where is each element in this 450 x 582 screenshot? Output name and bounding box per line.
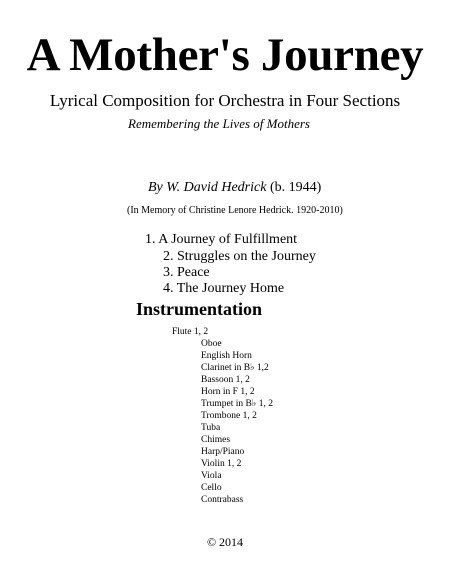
instrument-item: Trumpet in B♭ 1, 2 xyxy=(201,399,273,409)
instrument-item: Cello xyxy=(201,483,222,493)
instrument-item: Chimes xyxy=(201,435,231,445)
instrument-item: Horn in F 1, 2 xyxy=(201,387,255,397)
instrument-item: Trombone 1, 2 xyxy=(201,411,257,421)
score-title: A Mother's Journey xyxy=(26,29,424,81)
instrument-item: Bassoon 1, 2 xyxy=(201,375,250,385)
instrument-item: Oboe xyxy=(201,339,222,349)
instrument-item: Tuba xyxy=(201,423,221,433)
movement-item: 2. Struggles on the Journey xyxy=(163,249,316,264)
composer-dates: (b. 1944) xyxy=(269,180,322,195)
dedication-line: Remembering the Lives of Mothers xyxy=(128,116,310,131)
instrumentation-heading: Instrumentation xyxy=(136,299,263,319)
composer-byline xyxy=(148,181,321,195)
instrument-item: Violin 1, 2 xyxy=(201,459,242,469)
instrument-item: Flute 1, 2 xyxy=(172,327,209,337)
instrument-item: Harp/Piano xyxy=(201,447,245,457)
instrument-item: English Horn xyxy=(201,351,252,361)
movement-item: 4. The Journey Home xyxy=(163,281,285,296)
copyright-notice: © 2014 xyxy=(206,535,244,549)
score-subtitle: Lyrical Composition for Orchestra in Four Sections xyxy=(49,91,401,110)
memorial-note: (In Memory of Christine Lenore Hedrick. 1920-2010) xyxy=(127,205,343,216)
instrument-item: Contrabass xyxy=(201,495,244,505)
movement-item: 1. A Journey of Fulfillment xyxy=(145,232,298,247)
composer-name: By W. David Hedrick xyxy=(148,180,267,195)
instrument-item: Viola xyxy=(201,471,222,481)
movement-item: 3. Peace xyxy=(163,265,210,280)
instrument-item: Clarinet in B♭ 1,2 xyxy=(201,363,269,373)
